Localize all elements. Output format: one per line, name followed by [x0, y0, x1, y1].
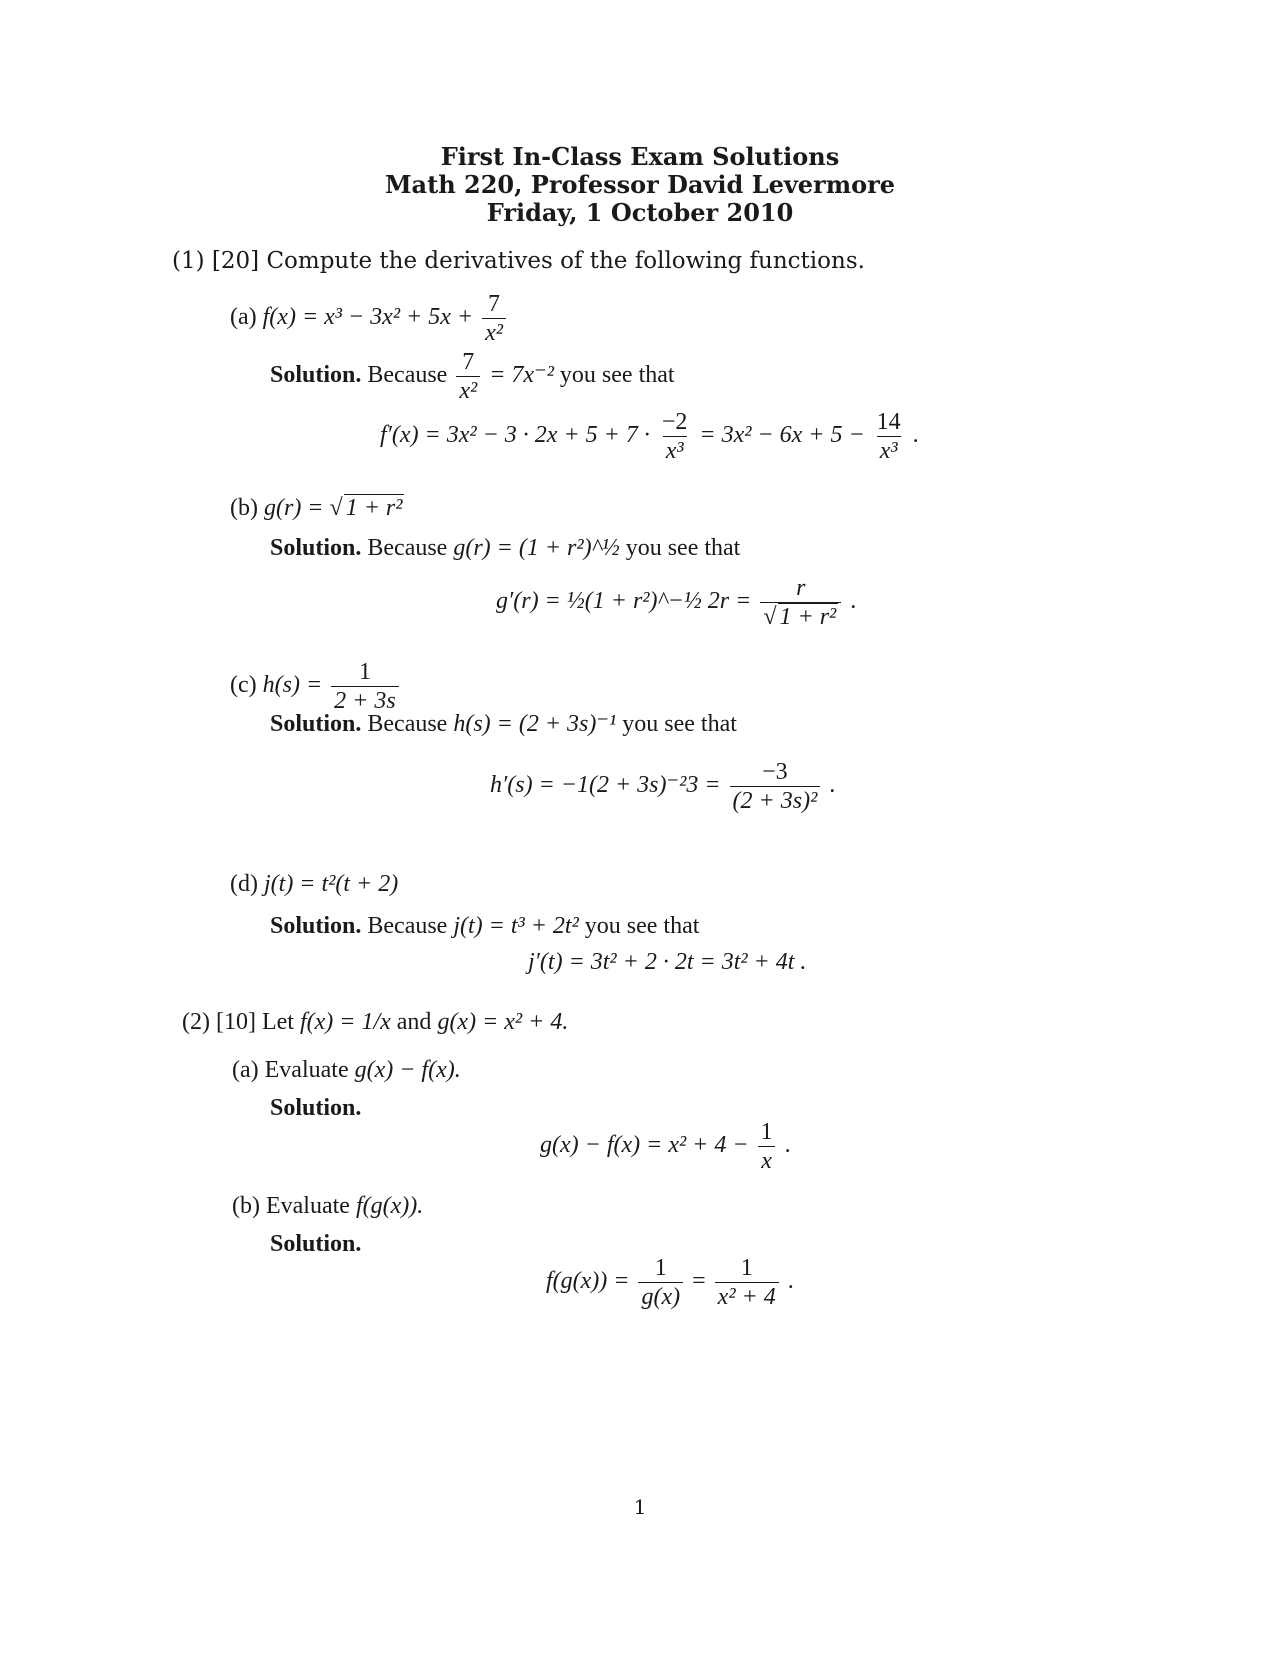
- and-word: and: [396, 1009, 432, 1035]
- function-definition: f(x) = x³ − 3x² + 5x +: [262, 304, 474, 331]
- denominator: (2 + 3s)²: [730, 786, 821, 813]
- denominator: x³: [663, 436, 687, 463]
- because-equation: j(t) = t³ + 2t²: [453, 913, 579, 939]
- evaluation-lhs: f(g(x)) =: [546, 1268, 630, 1295]
- evaluate-word: Evaluate: [265, 1193, 350, 1219]
- because-word: Because: [367, 535, 448, 561]
- part-label: (a): [232, 1057, 259, 1083]
- derivative-2a: [540, 1120, 791, 1173]
- numerator: −2: [661, 409, 688, 435]
- because-word: Because: [367, 362, 448, 389]
- numerator: 7: [462, 349, 475, 375]
- period: .: [912, 422, 919, 449]
- derivative-1d: j′(t) = 3t² + 2 · 2t = 3t² + 4t .: [528, 949, 807, 975]
- sqrt-content: 1 + r²: [779, 604, 837, 630]
- expression: g(x) − f(x).: [354, 1057, 461, 1083]
- fraction: [760, 576, 841, 629]
- solution-label: Solution.: [270, 362, 362, 389]
- derivative-lhs: g′(r) = ½(1 + r²)^−½ 2r =: [496, 588, 752, 615]
- because-equation: h(s) = (2 + 3s)⁻¹: [453, 711, 617, 737]
- sqrt-icon: √: [763, 604, 777, 630]
- solution-1d-line: [270, 914, 699, 938]
- sqrt-icon: √: [329, 495, 343, 521]
- because-word: Because: [367, 711, 448, 737]
- fraction: [659, 410, 691, 463]
- g-definition: g(x) = x² + 4.: [437, 1009, 569, 1035]
- evaluate-word: Evaluate: [264, 1057, 349, 1083]
- numerator: 1: [358, 659, 371, 685]
- problem-1-prompt: Compute the derivatives of the following functions.: [266, 248, 865, 274]
- solution-label: Solution.: [270, 913, 362, 939]
- period: .: [784, 1132, 791, 1159]
- solution-1b-line: [270, 536, 740, 560]
- because-word: Because: [367, 913, 448, 939]
- problem-1b: [230, 496, 404, 520]
- function-definition: g(r) =: [263, 495, 324, 521]
- numerator: 1: [654, 1255, 667, 1281]
- problem-2-label: (2): [182, 1009, 210, 1035]
- problem-1a: [230, 292, 509, 345]
- part-label: (b): [232, 1193, 260, 1219]
- numerator: r: [796, 575, 806, 601]
- denominator: [760, 602, 841, 629]
- header-date-line: Friday, 1 October 2010: [486, 198, 794, 227]
- part-label: (b): [230, 495, 258, 521]
- problem-2-points: [10]: [215, 1009, 256, 1035]
- problem-2b: [232, 1194, 423, 1218]
- you-see-that: you see that: [625, 535, 741, 561]
- fraction: [874, 410, 904, 463]
- numerator: −3: [762, 759, 788, 785]
- problem-1-points: [20]: [211, 248, 260, 274]
- solution-label: Solution.: [270, 535, 362, 561]
- fraction: [456, 350, 480, 403]
- sqrt-content: 1 + r²: [345, 495, 403, 521]
- because-equation: = 7x⁻²: [489, 362, 554, 389]
- derivative-1b: [496, 576, 856, 629]
- part-label: (c): [230, 672, 257, 699]
- derivative-lhs: h′(s) = −1(2 + 3s)⁻²3 =: [490, 772, 721, 799]
- period: .: [787, 1268, 794, 1295]
- solution-label: Solution.: [270, 711, 362, 737]
- part-label: (d): [230, 871, 258, 897]
- you-see-that: you see that: [622, 711, 737, 737]
- problem-2-heading: [182, 1010, 568, 1034]
- page-number: 1: [633, 1495, 647, 1519]
- fraction: [638, 1256, 683, 1309]
- you-see-that: you see that: [559, 362, 675, 389]
- numerator: 14: [876, 409, 901, 435]
- you-see-that: you see that: [584, 913, 700, 939]
- solution-1c-line: [270, 712, 737, 736]
- denominator: x²: [482, 318, 506, 345]
- fraction: [331, 660, 399, 713]
- equals-sign: =: [692, 1268, 706, 1295]
- function-definition: j(t) = t²(t + 2): [263, 871, 399, 897]
- problem-1-label: (1): [172, 248, 205, 274]
- function-definition: h(s) =: [262, 672, 323, 699]
- evaluation-lhs: g(x) − f(x) = x² + 4 −: [540, 1132, 749, 1159]
- solution-label-2a: Solution.: [270, 1095, 362, 1121]
- denominator: g(x): [638, 1282, 683, 1309]
- derivative-2b: [546, 1256, 794, 1309]
- denominator: 2 + 3s: [331, 686, 399, 713]
- fraction: [482, 292, 506, 345]
- denominator: x²: [456, 376, 480, 403]
- numerator: 1: [760, 1119, 773, 1145]
- fraction: [715, 1256, 779, 1309]
- header-course-line: Math 220, Professor David Levermore: [384, 170, 896, 199]
- problem-1d: [230, 872, 398, 896]
- derivative-1c: [490, 760, 835, 813]
- fraction: [758, 1120, 776, 1173]
- problem-1c: [230, 660, 402, 713]
- fraction: [730, 760, 821, 813]
- because-equation: g(r) = (1 + r²)^½: [453, 535, 620, 561]
- period: .: [829, 772, 836, 799]
- solution-label-2b: Solution.: [270, 1231, 362, 1257]
- f-definition: f(x) = 1/x: [299, 1009, 391, 1035]
- denominator: x² + 4: [715, 1282, 779, 1309]
- numerator: 7: [488, 291, 500, 317]
- derivative-1a: [380, 410, 919, 463]
- problem-2a: [232, 1058, 461, 1082]
- denominator: x: [758, 1146, 775, 1173]
- part-label: (a): [230, 304, 257, 331]
- expression: f(g(x)).: [355, 1193, 424, 1219]
- period: .: [850, 588, 857, 615]
- let-word: Let: [261, 1009, 294, 1035]
- derivative-lhs: f′(x) = 3x² − 3 · 2x + 5 + 7 ·: [380, 422, 650, 449]
- solution-1a-line: [270, 350, 675, 403]
- derivative-middle: = 3x² − 6x + 5 −: [699, 422, 865, 449]
- denominator: x³: [877, 436, 901, 463]
- numerator: 1: [740, 1255, 753, 1281]
- problem-1-heading: [172, 250, 865, 273]
- header-title-line: First In-Class Exam Solutions: [440, 142, 840, 171]
